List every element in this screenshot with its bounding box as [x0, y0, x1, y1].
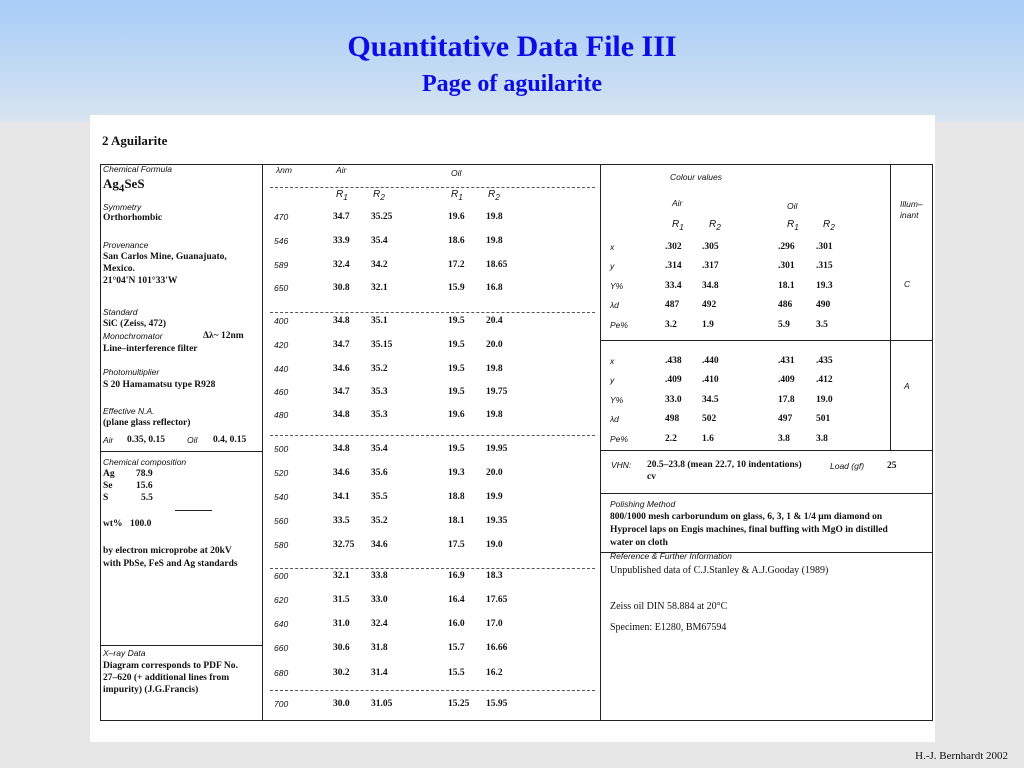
left-info-text: Orthorhombic — [103, 213, 163, 223]
colour-value: 33.4 — [665, 281, 682, 291]
colour-value: 1.6 — [702, 434, 714, 444]
wavelength-cell: 680 — [274, 668, 289, 678]
lambda-header: λnm — [276, 165, 292, 175]
reflectance-value: 17.0 — [486, 619, 503, 629]
illuminant-divider — [890, 164, 891, 450]
colour-value: 5.9 — [778, 320, 790, 330]
reflectance-value: 15.95 — [486, 699, 508, 709]
reflectance-value: 17.5 — [448, 540, 465, 550]
colour-oil-header: Oil — [787, 201, 798, 211]
colour-value: .301 — [816, 242, 833, 252]
reflectance-value: 19.3 — [448, 468, 465, 478]
reflectance-value: 31.5 — [333, 595, 350, 605]
colour-value: 502 — [702, 414, 717, 424]
polishing-text: water on cloth — [610, 538, 668, 548]
table-bottom-border — [100, 720, 933, 721]
formula-part: 4 — [118, 182, 125, 195]
reflectance-value: 19.5 — [448, 364, 465, 374]
subscript: 1 — [794, 222, 799, 232]
slide-subtitle: Page of aguilarite — [422, 71, 602, 97]
colour-column-header: $R_2$ — [709, 219, 721, 232]
reflectance-value: 35.4 — [371, 236, 388, 246]
footer-credit: H.-J. Bernhardt 2002 — [915, 750, 1008, 762]
subscript: 2 — [716, 222, 721, 232]
vhn-cv: cv — [647, 472, 656, 482]
colour-value: .296 — [778, 242, 795, 252]
polishing-label: Polishing Method — [610, 499, 676, 509]
wavelength-cell: 400 — [274, 316, 289, 326]
reflectance-value: 34.1 — [333, 492, 350, 502]
wavelength-cell: 540 — [274, 492, 289, 502]
reflectance-value: 34.6 — [333, 468, 350, 478]
wavelength-cell: 700 — [274, 699, 289, 709]
page-heading: 2 Aguilarite — [102, 133, 168, 148]
subscript: 2 — [830, 222, 835, 232]
reflectance-value: 19.6 — [448, 212, 465, 222]
wavelength-cell: 480 — [274, 410, 289, 420]
left-info-text: Effective N.A. — [103, 406, 155, 416]
colour-value: .315 — [816, 261, 833, 271]
reflectance-value: 15.7 — [448, 643, 465, 653]
wavelength-cell: 546 — [274, 236, 289, 246]
reflectance-value: 32.4 — [371, 619, 388, 629]
subscript: 1 — [343, 192, 348, 202]
colour-column-header: $R_2$ — [823, 219, 835, 232]
reflectance-value: 19.35 — [486, 516, 508, 526]
colour-value: 34.8 — [702, 281, 719, 291]
reflectance-value: 16.66 — [486, 643, 508, 653]
reflectance-value: 32.1 — [371, 283, 388, 293]
reflectance-column-header: $R_2$ — [373, 189, 385, 202]
colour-value: .409 — [778, 375, 795, 385]
colour-value: .409 — [665, 375, 682, 385]
formula-part: SeS — [124, 176, 145, 191]
left-info-text: San Carlos Mine, Guanajuato, — [103, 252, 227, 262]
colour-value: 2.2 — [665, 434, 677, 444]
left-info-text: Chemical Formula — [103, 164, 172, 174]
colour-value: .412 — [816, 375, 833, 385]
reflectance-value: 19.6 — [448, 410, 465, 420]
load-label: Load (gf) — [830, 461, 865, 471]
left-info-text: Line–interference filter — [103, 344, 198, 354]
reflectance-value: 17.2 — [448, 260, 465, 270]
reflectance-value: 19.8 — [486, 212, 503, 222]
reflectance-value: 15.9 — [448, 283, 465, 293]
reflectance-value: 34.8 — [333, 444, 350, 454]
colour-value: 18.1 — [778, 281, 795, 291]
colour-value: .314 — [665, 261, 682, 271]
vhn-label: VHN: — [611, 460, 632, 470]
vhn-divider — [600, 450, 933, 451]
colour-value: 17.8 — [778, 395, 795, 405]
reflectance-value: 33.8 — [371, 571, 388, 581]
left-info-text: by electron microprobe at 20kV — [103, 546, 232, 556]
colour-divider — [600, 340, 933, 341]
reference-label: Reference & Further Information — [610, 551, 732, 561]
reflectance-value: 18.65 — [486, 260, 508, 270]
left-info-text: 0.4, 0.15 — [213, 435, 247, 445]
colour-value: .440 — [702, 356, 719, 366]
colour-value: 492 — [702, 300, 717, 310]
colour-value: 498 — [665, 414, 680, 424]
reflectance-value: 19.75 — [486, 387, 508, 397]
colour-value: 34.5 — [702, 395, 719, 405]
reflectance-value: 19.95 — [486, 444, 508, 454]
reflectance-value: 31.05 — [371, 699, 393, 709]
polishing-text: 800/1000 mesh carborundum on glass, 6, 3, 1 & 1/4 μm diamond on — [610, 512, 883, 522]
chemical-formula: $Ag_4SeS$ — [103, 176, 145, 195]
left-info-text: S 20 Hamamatsu type R928 — [103, 380, 216, 390]
colour-parameter: Y% — [610, 281, 624, 291]
left-info-text: Se — [103, 481, 113, 491]
reflectance-value: 15.25 — [448, 699, 470, 709]
reflectance-value: 20.0 — [486, 340, 503, 350]
left-info-text: 21°04'N 101°33'W — [103, 276, 178, 286]
left-info-text: Monochromator — [103, 331, 163, 341]
reflectance-value: 16.4 — [448, 595, 465, 605]
colour-value: 3.8 — [816, 434, 828, 444]
polishing-text: Hyprocel laps on Engis machines, final buffing with MgO in distilled — [610, 525, 888, 535]
wavelength-cell: 650 — [274, 283, 289, 293]
colour-value: 19.0 — [816, 395, 833, 405]
wavelength-cell: 660 — [274, 643, 289, 653]
left-info-text: 5.5 — [141, 493, 153, 503]
colour-value: 487 — [665, 300, 680, 310]
air-header: Air — [336, 165, 347, 175]
reflectance-column-header: $R_2$ — [488, 189, 500, 202]
colour-value: .301 — [778, 261, 795, 271]
reflectance-value: 34.6 — [333, 364, 350, 374]
left-info-text: (plane glass reflector) — [103, 418, 191, 428]
colour-value: 1.9 — [702, 320, 714, 330]
reflectance-value: 19.8 — [486, 364, 503, 374]
reflectance-value: 35.3 — [371, 410, 388, 420]
colour-value: .305 — [702, 242, 719, 252]
colour-air-header: Air — [672, 198, 683, 208]
reflectance-value: 35.2 — [371, 516, 388, 526]
reference-text: Unpublished data of C.J.Stanley & A.J.Gooday (1989) — [610, 565, 829, 576]
reflectance-value: 19.5 — [448, 387, 465, 397]
reflectance-value: 19.0 — [486, 540, 503, 550]
colour-column-header: $R_1$ — [672, 219, 684, 232]
left-info-text: Mexico. — [103, 264, 135, 274]
left-info-text: 100.0 — [130, 519, 152, 529]
left-info-text: S — [103, 493, 109, 503]
colour-value: .438 — [665, 356, 682, 366]
colour-value: .431 — [778, 356, 795, 366]
composition-divider — [100, 451, 262, 452]
reflectance-value: 34.2 — [371, 260, 388, 270]
reference-text: Zeiss oil DIN 58.884 at 20°C — [610, 601, 728, 612]
colour-value: 486 — [778, 300, 793, 310]
reflectance-value: 18.3 — [486, 571, 503, 581]
wavelength-cell: 460 — [274, 387, 289, 397]
reflectance-column-header: $R_1$ — [451, 189, 463, 202]
left-info-text: SiC (Zeiss, 472) — [103, 319, 167, 329]
reflectance-value: 19.5 — [448, 340, 465, 350]
reflectance-column-header: $R_1$ — [336, 189, 348, 202]
reflectance-value: 35.15 — [371, 340, 393, 350]
polishing-divider — [600, 493, 933, 494]
column-divider — [262, 164, 263, 720]
wavelength-cell: 560 — [274, 516, 289, 526]
reflectance-value: 19.8 — [486, 410, 503, 420]
subscript: 2 — [495, 192, 500, 202]
left-info-text: Photomultiplier — [103, 367, 160, 377]
colour-value: 497 — [778, 414, 793, 424]
illuminant-label: C — [904, 279, 911, 289]
illuminant-header: Illum– — [900, 199, 923, 209]
colour-column-header: $R_1$ — [787, 219, 799, 232]
wt-underline — [175, 510, 212, 511]
reflectance-value: 35.3 — [371, 387, 388, 397]
group-separator — [270, 312, 595, 313]
reflectance-value: 19.5 — [448, 316, 465, 326]
table-top-border — [100, 164, 933, 165]
colour-parameter: Y% — [610, 395, 624, 405]
reflectance-value: 16.2 — [486, 668, 503, 678]
reflectance-value: 20.0 — [486, 468, 503, 478]
reflectance-value: 17.65 — [486, 595, 508, 605]
colour-parameter: Pe% — [610, 434, 628, 444]
vhn-value: 20.5–23.8 (mean 22.7, 10 indentations) — [647, 460, 802, 470]
left-info-text: wt% — [103, 519, 123, 529]
reflectance-value: 35.25 — [371, 212, 393, 222]
left-info-text: Standard — [103, 307, 138, 317]
reflectance-value: 19.5 — [448, 444, 465, 454]
reflectance-value: 31.4 — [371, 668, 388, 678]
reflectance-value: 34.6 — [371, 540, 388, 550]
colour-parameter: Pe% — [610, 320, 628, 330]
left-info-text: X–ray Data — [103, 648, 146, 658]
colour-parameter: λd — [610, 414, 619, 424]
colour-parameter: y — [610, 261, 615, 271]
wavelength-cell: 470 — [274, 212, 289, 222]
reflectance-value: 18.8 — [448, 492, 465, 502]
left-info-text: 78.9 — [136, 469, 153, 479]
column-divider — [600, 164, 601, 720]
left-info-text: with PbSe, FeS and Ag standards — [103, 559, 238, 569]
reflectance-value: 35.6 — [371, 468, 388, 478]
group-separator — [270, 435, 595, 436]
reflectance-value: 34.7 — [333, 387, 350, 397]
wavelength-cell: 520 — [274, 468, 289, 478]
reflectance-value: 30.0 — [333, 699, 350, 709]
reflectance-value: 35.5 — [371, 492, 388, 502]
reflectance-value: 15.5 — [448, 668, 465, 678]
illuminant-label: A — [904, 381, 910, 391]
reflectance-value: 19.8 — [486, 236, 503, 246]
oil-header: Oil — [451, 168, 462, 178]
left-info-text: Δλ~ 12nm — [203, 331, 244, 341]
reflectance-value: 32.4 — [333, 260, 350, 270]
wavelength-cell: 440 — [274, 364, 289, 374]
reflectance-value: 33.5 — [333, 516, 350, 526]
table-left-border — [100, 164, 101, 720]
left-info-text: impurity) (J.G.Francis) — [103, 685, 199, 695]
reflectance-value: 18.1 — [448, 516, 465, 526]
reference-text: Specimen: E1280, BM67594 — [610, 622, 727, 633]
reflectance-value: 30.6 — [333, 643, 350, 653]
colour-value: 501 — [816, 414, 831, 424]
colour-value: 19.3 — [816, 281, 833, 291]
reflectance-value: 33.0 — [371, 595, 388, 605]
colour-value: 3.2 — [665, 320, 677, 330]
reflectance-value: 34.8 — [333, 410, 350, 420]
wavelength-cell: 600 — [274, 571, 289, 581]
reflectance-value: 34.8 — [333, 316, 350, 326]
group-separator — [270, 690, 595, 691]
colour-value: .410 — [702, 375, 719, 385]
colour-parameter: y — [610, 375, 615, 385]
left-info-text: Oil — [187, 435, 198, 445]
reflectance-value: 35.2 — [371, 364, 388, 374]
reflectance-value: 34.7 — [333, 212, 350, 222]
reflectance-value: 32.1 — [333, 571, 350, 581]
reflectance-value: 31.0 — [333, 619, 350, 629]
colour-values-header: Colour values — [670, 172, 722, 182]
left-info-text: Diagram corresponds to PDF No. — [103, 661, 238, 671]
reflectance-value: 16.8 — [486, 283, 503, 293]
wavelength-cell: 589 — [274, 260, 289, 270]
colour-value: 490 — [816, 300, 831, 310]
colour-value: .435 — [816, 356, 833, 366]
wavelength-cell: 500 — [274, 444, 289, 454]
reflectance-value: 18.6 — [448, 236, 465, 246]
wavelength-cell: 620 — [274, 595, 289, 605]
table-right-border — [932, 164, 933, 720]
reflectance-value: 16.0 — [448, 619, 465, 629]
left-info-text: Air — [103, 435, 114, 445]
left-info-text: Ag — [103, 469, 115, 479]
wavelength-cell: 640 — [274, 619, 289, 629]
left-info-text: Symmetry — [103, 202, 142, 212]
left-info-text: Chemical composition — [103, 457, 187, 467]
left-info-text: 15.6 — [136, 481, 153, 491]
reflectance-value: 32.75 — [333, 540, 355, 550]
illuminant-header: inant — [900, 210, 919, 220]
reflectance-value: 19.9 — [486, 492, 503, 502]
colour-value: .302 — [665, 242, 682, 252]
scanned-data-page — [90, 115, 935, 742]
colour-value: 3.5 — [816, 320, 828, 330]
reflectance-value: 34.7 — [333, 340, 350, 350]
reflectance-value: 33.9 — [333, 236, 350, 246]
subscript: 1 — [679, 222, 684, 232]
colour-parameter: x — [610, 242, 615, 252]
group-separator — [270, 568, 595, 569]
group-separator — [270, 187, 595, 188]
subscript: 1 — [458, 192, 463, 202]
reflectance-value: 35.1 — [371, 316, 388, 326]
colour-value: 3.8 — [778, 434, 790, 444]
left-info-text: Provenance — [103, 240, 149, 250]
xray-divider — [100, 645, 262, 646]
reflectance-value: 20.4 — [486, 316, 503, 326]
reflectance-value: 31.8 — [371, 643, 388, 653]
reflectance-value: 30.8 — [333, 283, 350, 293]
load-value: 25 — [887, 461, 897, 471]
reflectance-value: 30.2 — [333, 668, 350, 678]
wavelength-cell: 420 — [274, 340, 289, 350]
colour-parameter: x — [610, 356, 615, 366]
subscript: 2 — [380, 192, 385, 202]
slide-title: Quantitative Data File III — [347, 30, 677, 63]
colour-value: 33.0 — [665, 395, 682, 405]
wavelength-cell: 580 — [274, 540, 289, 550]
reflectance-value: 35.4 — [371, 444, 388, 454]
left-info-text: 0.35, 0.15 — [127, 435, 165, 445]
colour-value: .317 — [702, 261, 719, 271]
left-info-text: 27–620 (+ additional lines from — [103, 673, 230, 683]
reflectance-value: 16.9 — [448, 571, 465, 581]
colour-parameter: λd — [610, 300, 619, 310]
